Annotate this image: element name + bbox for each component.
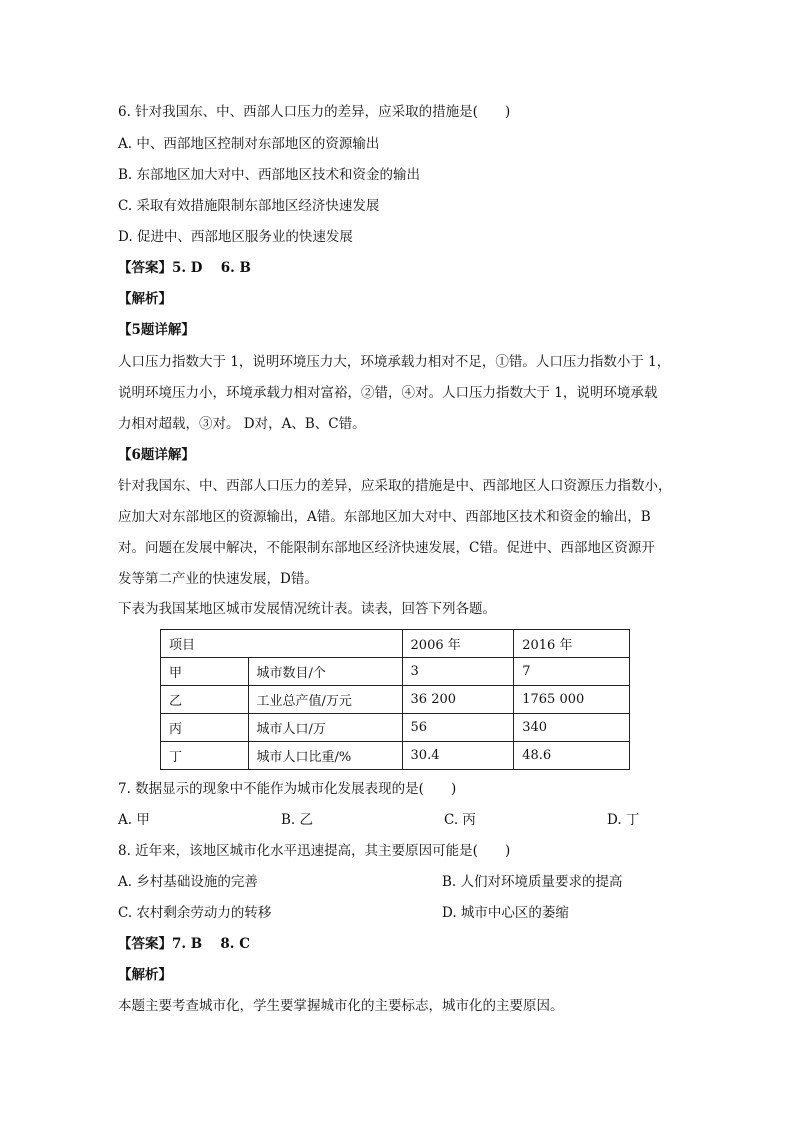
detail-6-line-3: 对。问题在发展中解决，不能限制东部地区经济快速发展，C错。促进中、西部地区资源开: [118, 540, 655, 556]
question-7-stem: 7. 数据显示的现象中不能作为城市化发展表现的是( ): [118, 781, 457, 797]
table-cell: 城市人口/万: [248, 714, 402, 742]
table-cell: 城市人口比重/%: [248, 742, 402, 770]
table-cell: 30.4: [402, 742, 514, 770]
answer-5-6: 【答案】5. D 6. B: [118, 260, 251, 276]
table-cell: 36 200: [402, 686, 514, 714]
question-6-stem: 6. 针对我国东、中、西部人口压力的差异，应采取的措施是( ): [118, 104, 511, 120]
analysis-heading-2: 【解析】: [118, 967, 172, 983]
table-cell: 城市数目/个: [248, 658, 402, 686]
table-header-row: [161, 630, 630, 658]
question-7-option-a: A. 甲: [118, 812, 150, 828]
question-7-option-d: D. 丁: [607, 812, 640, 828]
table-cell: 56: [402, 714, 514, 742]
city-development-table: [160, 629, 630, 770]
question-6-option-b: B. 东部地区加大对中、西部地区技术和资金的输出: [118, 167, 421, 183]
table-header-item: 项目: [161, 630, 403, 658]
table-cell: 丁: [161, 742, 249, 770]
table-intro: 下表为我国某地区城市发展情况统计表。读表，回答下列各题。: [118, 601, 496, 617]
detail-5-line-1: 人口压力指数大于 1，说明环境压力大，环境承载力相对不足，①错。人口压力指数小于 1，: [118, 354, 671, 370]
answer-7-8: 【答案】7. B 8. C: [118, 936, 250, 952]
detail-6-line-1: 针对我国东、中、西部人口压力的差异，应采取的措施是中、西部地区人口资源压力指数小，: [118, 478, 672, 494]
detail-5-heading: 【5题详解】: [118, 322, 195, 338]
question-7-option-b: B. 乙: [281, 812, 314, 828]
table-header-2006: 2006 年: [402, 630, 514, 658]
question-8-stem: 8. 近年来，该地区城市化水平迅速提高，其主要原因可能是( ): [118, 843, 511, 859]
table-cell: 丙: [161, 714, 249, 742]
table-row: [161, 714, 630, 742]
table-cell: 7: [514, 658, 630, 686]
detail-5-line-2: 说明环境压力小，环境承载力相对富裕，②错，④对。人口压力指数大于 1，说明环境承载: [118, 385, 658, 401]
detail-6-line-2: 应加大对东部地区的资源输出，A错。东部地区加大对中、西部地区技术和资金的输出，B: [118, 509, 651, 525]
question-8-option-a: A. 乡村基础设施的完善: [118, 874, 258, 890]
table-cell: 工业总产值/万元: [248, 686, 402, 714]
question-6-option-a: A. 中、西部地区控制对东部地区的资源输出: [118, 136, 380, 152]
table-cell: 1765 000: [514, 686, 630, 714]
table-row: [161, 658, 630, 686]
detail-6-heading: 【6题详解】: [118, 447, 195, 463]
question-8-option-c: C. 农村剩余劳动力的转移: [118, 905, 272, 921]
detail-5-line-3: 力相对超载，③对。 D对，A、B、C错。: [118, 416, 366, 432]
question-8-option-d: D. 城市中心区的萎缩: [442, 905, 569, 921]
analysis-text: 本题主要考查城市化，学生要掌握城市化的主要标志，城市化的主要原因。: [118, 998, 564, 1014]
question-7-option-c: C. 丙: [444, 812, 476, 828]
question-6-option-c: C. 采取有效措施限制东部地区经济快速发展: [118, 198, 380, 214]
table-row: [161, 742, 630, 770]
table-row: [161, 686, 630, 714]
table-header-2016: 2016 年: [514, 630, 630, 658]
table-cell: 3: [402, 658, 514, 686]
table-cell: 48.6: [514, 742, 630, 770]
table-cell: 乙: [161, 686, 249, 714]
question-6-option-d: D. 促进中、西部地区服务业的快速发展: [118, 229, 353, 245]
question-8-option-b: B. 人们对环境质量要求的提高: [442, 874, 623, 890]
table-cell: 甲: [161, 658, 249, 686]
table-cell: 340: [514, 714, 630, 742]
detail-6-line-4: 发等第二产业的快速发展，D错。: [118, 571, 318, 587]
analysis-heading-1: 【解析】: [118, 291, 172, 307]
